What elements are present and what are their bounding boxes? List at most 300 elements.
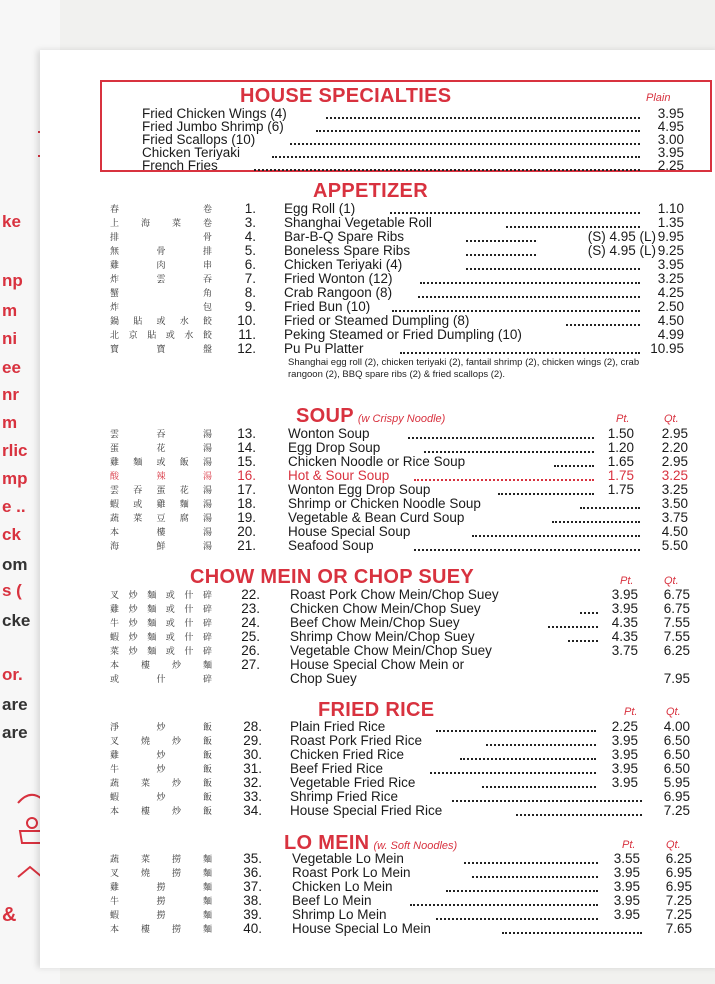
chinese-name: 本樓撈麵 [110, 924, 215, 934]
qt-column-label: Qt. [666, 839, 681, 851]
item-name: Chicken Chow Mein/Chop Suey [290, 601, 481, 616]
item-number: 9. [244, 299, 256, 314]
item-name: Peking Steamed or Fried Dumpling (10) [284, 327, 522, 342]
item-price: 10.95 [650, 341, 684, 356]
chinese-name: 雞炒麵或什碎 [110, 604, 215, 614]
leader-dots [498, 483, 594, 495]
item-name: Fried Chicken Wings (4) [142, 106, 287, 121]
item-name: House Special Fried Rice [290, 803, 443, 818]
item-number: 37. [243, 879, 262, 894]
item-number: 4. [244, 229, 256, 244]
item-name: Shrimp Fried Rice [290, 789, 399, 804]
item-number: 31. [243, 761, 262, 776]
item-name: Shrimp or Chicken Noodle Soup [288, 496, 481, 511]
pt-price: 1.50 [607, 426, 634, 441]
fried-rice-row [0, 790, 715, 804]
chinese-name: 牛炒麵或什碎 [110, 618, 215, 628]
item-name: Fried Bun (10) [284, 299, 371, 314]
chinese-name: 蛋花湯 [110, 443, 215, 453]
item-name: Fried Scallops (10) [142, 132, 256, 147]
pt-column-label: Pt. [620, 575, 634, 587]
appetizer-row [0, 216, 715, 230]
qt-price: 6.25 [665, 851, 692, 866]
leader-dots [408, 427, 594, 439]
fried-rice-row [0, 734, 715, 748]
item-name: Chicken Noodle or Rice Soup [288, 454, 466, 469]
item-name: Fried Wonton (12) [284, 271, 393, 286]
leader-dots [424, 441, 594, 453]
item-name: Vegetable & Bean Curd Soup [288, 510, 465, 525]
item-number: 6. [244, 257, 256, 272]
edge-fragment: m [2, 301, 18, 320]
chinese-name: 蝦炒飯 [110, 792, 215, 802]
fried-rice-row [0, 748, 715, 762]
leader-dots [420, 272, 640, 284]
item-name: Plain Fried Rice [290, 719, 386, 734]
edge-fragment: e .. [2, 497, 26, 516]
chinese-name: 蝦炒麵或什碎 [110, 632, 215, 642]
leader-dots [390, 202, 640, 214]
qt-price: 7.55 [663, 615, 690, 630]
item-name: Egg Drop Soup [288, 440, 381, 455]
item-name: Chicken Lo Mein [292, 879, 393, 894]
item-price: 4.95 [657, 119, 684, 134]
item-name: Hot & Sour Soup [288, 468, 390, 483]
specialty-row [0, 107, 715, 121]
edge-fragment: m [2, 413, 18, 432]
qt-price: 7.55 [663, 629, 690, 644]
item-name: Vegetable Lo Mein [292, 851, 404, 866]
item-price: 4.25 [657, 285, 684, 300]
leader-dots [472, 525, 640, 537]
item-number: 36. [243, 865, 262, 880]
chinese-name: 本樓炒麵 [110, 660, 215, 670]
specialty-row [0, 133, 715, 147]
pt-price: 3.95 [611, 601, 638, 616]
leader-dots [566, 314, 640, 326]
qt-price: 2.95 [661, 426, 688, 441]
item-price: 9.95 [657, 229, 684, 244]
lo-mein-subtitle: (w. Soft Noodles) [373, 840, 458, 852]
fried-rice-row [0, 804, 715, 818]
chinese-name: 叉燒撈麵 [110, 868, 215, 878]
pt-price: 3.95 [613, 893, 640, 908]
item-number: 32. [243, 775, 262, 790]
item-name: Roast Pork Lo Mein [292, 865, 411, 880]
qt-price: 6.95 [663, 789, 690, 804]
item-name: Pu Pu Platter [284, 341, 364, 356]
item-number: 17. [237, 482, 256, 497]
item-name: Chicken Fried Rice [290, 747, 405, 762]
qt-price: 7.25 [665, 893, 692, 908]
qt-price: 6.75 [663, 587, 690, 602]
soup-row [0, 469, 715, 483]
appetizer-row [0, 244, 715, 258]
item-number: 22. [241, 587, 260, 602]
edge-fragment: s ( [2, 581, 22, 600]
pt-price: 3.95 [611, 733, 638, 748]
item-price: 2.25 [657, 158, 684, 173]
item-number: 12. [237, 341, 256, 356]
leader-dots [552, 511, 640, 523]
pt-price: 3.55 [613, 851, 640, 866]
chinese-name: 炸 包 [110, 302, 215, 312]
item-number: 15. [237, 454, 256, 469]
qt-price: 7.95 [663, 671, 690, 686]
lo-mein-title-text: LO MEIN [284, 832, 370, 854]
soup-title-text: SOUP [296, 405, 354, 427]
item-name: Wonton Soup [288, 426, 370, 441]
qt-price: 2.95 [661, 454, 688, 469]
chow-mein-row [0, 658, 715, 672]
qt-price: 6.75 [663, 601, 690, 616]
item-name: House Special Chow Mein or [290, 657, 465, 672]
leader-dots [506, 216, 640, 228]
leader-dots [466, 258, 640, 270]
item-number: 10. [237, 313, 256, 328]
item-number: 35. [243, 851, 262, 866]
edge-fragment: are [2, 695, 28, 714]
appetizer-row [0, 342, 715, 356]
fried-rice-title: FRIED RICE [318, 699, 435, 721]
item-name: Fried or Steamed Dumpling (8) [284, 313, 470, 328]
chinese-name: 上海菜卷 [110, 218, 215, 228]
qt-price: 3.75 [661, 510, 688, 525]
item-name: Vegetable Fried Rice [290, 775, 416, 790]
leader-dots [482, 776, 596, 788]
fried-rice-row [0, 762, 715, 776]
soup-row [0, 427, 715, 441]
item-name: Roast Pork Fried Rice [290, 733, 423, 748]
item-number: 1. [244, 201, 256, 216]
pt-price: 4.35 [611, 615, 638, 630]
chow-mein-row [0, 588, 715, 602]
chow-mein-row [0, 616, 715, 630]
item-name: Seafood Soup [288, 538, 374, 553]
pt-price: 1.20 [607, 440, 634, 455]
item-price: 9.25 [657, 243, 684, 258]
chinese-name: 牛炒飯 [110, 764, 215, 774]
item-name: Crab Rangoon (8) [284, 285, 393, 300]
leader-dots [460, 748, 596, 760]
appetizer-row [0, 230, 715, 244]
chinese-name: 蔬菜炒飯 [110, 778, 215, 788]
leader-dots [516, 804, 642, 816]
qt-price: 4.50 [661, 524, 688, 539]
qt-price: 5.50 [661, 538, 688, 553]
soup-row [0, 441, 715, 455]
qt-price: 6.95 [665, 865, 692, 880]
chow-mein-row [0, 644, 715, 658]
edge-fragment: np [2, 271, 23, 290]
item-number: 16. [237, 468, 256, 483]
item-name: Roast Pork Chow Mein/Chop Suey [290, 587, 499, 602]
lo-mein-row [0, 908, 715, 922]
chinese-name: 蔬菜豆腐湯 [110, 513, 215, 523]
appetizer-row [0, 272, 715, 286]
item-price: 1.35 [657, 215, 684, 230]
item-price: 3.95 [657, 257, 684, 272]
chow-mein-title: CHOW MEIN OR CHOP SUEY [190, 566, 475, 588]
appetizer-row [0, 202, 715, 216]
leader-dots [326, 107, 640, 119]
soup-row [0, 497, 715, 511]
chow-mein-row [0, 602, 715, 616]
plain-column-label: Plain [646, 92, 671, 104]
edge-fragment: om [2, 555, 28, 574]
qt-price: 4.00 [663, 719, 690, 734]
item-name: Wonton Egg Drop Soup [288, 482, 431, 497]
leader-dots [254, 159, 640, 171]
item-name: Chicken Teriyaki [142, 145, 241, 160]
item-number: 13. [237, 426, 256, 441]
item-number: 33. [243, 789, 262, 804]
soup-row [0, 539, 715, 553]
fried-rice-row [0, 776, 715, 790]
item-name: French Fries [142, 158, 218, 173]
leader-dots [554, 455, 594, 467]
item-number: 14. [237, 440, 256, 455]
item-number: 25. [241, 629, 260, 644]
qt-price: 6.50 [663, 747, 690, 762]
item-name: Vegetable Chow Mein/Chop Suey [290, 643, 492, 658]
item-name: Chop Suey [290, 671, 357, 686]
pt-column-label: Pt. [622, 839, 636, 851]
item-number: 18. [237, 496, 256, 511]
chinese-name: 雲吞湯 [110, 429, 215, 439]
qt-price: 7.25 [663, 803, 690, 818]
item-number: 27. [241, 657, 260, 672]
leader-dots [466, 230, 536, 242]
leader-dots [290, 133, 640, 145]
qt-column-label: Qt. [664, 413, 679, 425]
pt-price: 3.95 [611, 775, 638, 790]
soup-row [0, 483, 715, 497]
item-number: 21. [237, 538, 256, 553]
chinese-name: 寶寶盤 [110, 344, 215, 354]
lo-mein-row [0, 880, 715, 894]
chinese-name: 蟹 角 [110, 288, 215, 298]
item-number: 40. [243, 921, 262, 936]
edge-fragment: ke [2, 212, 21, 231]
item-number: 34. [243, 803, 262, 818]
item-number: 5. [244, 243, 256, 258]
chinese-name: 菜炒麵或什碎 [110, 646, 215, 656]
item-number: 11. [238, 327, 256, 342]
size-prices: (S) 4.95 (L) [587, 229, 656, 244]
item-name: Shanghai Vegetable Roll [284, 215, 432, 230]
qt-price: 2.20 [661, 440, 688, 455]
leader-dots [502, 922, 642, 934]
item-number: 19. [237, 510, 256, 525]
leader-dots [436, 908, 598, 920]
leader-dots [580, 497, 640, 509]
item-name: House Special Soup [288, 524, 411, 539]
item-price: 4.99 [657, 327, 684, 342]
edge-fragment: rlic [2, 441, 28, 460]
qt-price: 3.25 [661, 468, 688, 483]
chinese-name: 海鮮湯 [110, 541, 215, 551]
appetizer-row [0, 286, 715, 300]
edge-fragment: ni [2, 329, 18, 348]
soup-row [0, 525, 715, 539]
item-number: 8. [244, 285, 256, 300]
item-name: Beef Fried Rice [290, 761, 384, 776]
pt-price: 3.95 [611, 761, 638, 776]
pt-price: 3.95 [611, 747, 638, 762]
lo-mein-row [0, 922, 715, 936]
appetizer-title: APPETIZER [313, 180, 428, 202]
chinese-name: 蝦或雞麵湯 [110, 499, 215, 509]
chinese-name: 雞撈麵 [110, 882, 215, 892]
qt-price: 7.65 [665, 921, 692, 936]
leader-dots [400, 342, 640, 354]
item-price: 3.25 [657, 271, 684, 286]
soup-row [0, 511, 715, 525]
chinese-name: 雲吞蛋花湯 [110, 485, 215, 495]
leader-dots [472, 866, 598, 878]
pt-price: 1.75 [607, 468, 634, 483]
qt-price: 6.50 [663, 761, 690, 776]
leader-dots [446, 880, 598, 892]
item-name: Beef Lo Mein [292, 893, 372, 908]
edge-fragment: cke [2, 611, 31, 630]
item-name: Chicken Teriyaki (4) [284, 257, 403, 272]
item-number: 23. [241, 601, 260, 616]
leader-dots [414, 469, 594, 481]
chinese-name: 雞麵或飯湯 [110, 457, 215, 467]
item-number: 29. [243, 733, 262, 748]
chinese-name: 淨炒飯 [110, 722, 215, 732]
qt-price: 6.95 [665, 879, 692, 894]
specialty-row [0, 120, 715, 134]
platter-description: Shanghai egg roll (2), chicken teriyaki (2), fantail shrimp (2), chicken wings (2), crab rangoon (2), BBQ spare ribs (2) & fried scallops (2). [288, 357, 640, 380]
fried-rice-row [0, 720, 715, 734]
item-name: Shrimp Lo Mein [292, 907, 387, 922]
appetizer-row [0, 258, 715, 272]
qt-price: 7.25 [665, 907, 692, 922]
chow-mein-row [0, 630, 715, 644]
item-number: 24. [241, 615, 260, 630]
leader-dots [272, 146, 640, 158]
pt-price: 2.25 [611, 719, 638, 734]
item-number: 7. [244, 271, 256, 286]
item-number: 28. [243, 719, 262, 734]
chinese-name: 春 卷 [110, 204, 215, 214]
chinese-name: 排 骨 [110, 232, 215, 242]
item-price: 3.00 [657, 132, 684, 147]
chinese-name: 本樓湯 [110, 527, 215, 537]
leader-dots [452, 790, 642, 802]
pt-price: 3.95 [613, 907, 640, 922]
chinese-name: 鍋貼或水餃 [110, 316, 215, 326]
soup-title [296, 405, 445, 428]
qt-column-label: Qt. [666, 706, 681, 718]
pt-column-label: Pt. [624, 706, 638, 718]
item-price: 1.10 [657, 201, 684, 216]
chinese-name: 北京貼或水餃 [110, 330, 215, 340]
chinese-name: 雞肉串 [110, 260, 215, 270]
chinese-name: 蔬菜撈麵 [110, 854, 215, 864]
house-specialties-title: HOUSE SPECIALTIES [240, 85, 452, 107]
appetizer-row [0, 328, 715, 342]
leader-dots [548, 616, 598, 628]
edge-fragment: ck [2, 525, 21, 544]
item-number: 38. [243, 893, 262, 908]
qt-price: 3.50 [661, 496, 688, 511]
chinese-name: 牛撈麵 [110, 896, 215, 906]
item-name: Egg Roll (1) [284, 201, 356, 216]
qt-price: 3.25 [661, 482, 688, 497]
leader-dots [486, 734, 596, 746]
chinese-name: 叉炒麵或什碎 [110, 590, 215, 600]
item-number: 26. [241, 643, 260, 658]
item-name: Shrimp Chow Mein/Chop Suey [290, 629, 475, 644]
chinese-name: 本樓炒飯 [110, 806, 215, 816]
specialty-row [0, 159, 715, 173]
pt-column-label: Pt. [616, 413, 630, 425]
chinese-name: 或什碎 [110, 674, 215, 684]
item-price: 3.95 [657, 106, 684, 121]
edge-fragment: ee [2, 358, 21, 377]
chinese-name: 雞炒飯 [110, 750, 215, 760]
specialty-row [0, 146, 715, 160]
chinese-name: 叉燒炒飯 [110, 736, 215, 746]
pt-price: 3.75 [611, 643, 638, 658]
lo-mein-row [0, 894, 715, 908]
edge-fragment: nr [2, 385, 19, 404]
chinese-name: 酸辣湯 [110, 471, 215, 481]
qt-column-label: Qt. [664, 575, 679, 587]
item-name: Fried Jumbo Shrimp (6) [142, 119, 284, 134]
leader-dots [392, 300, 640, 312]
item-name: Bar-B-Q Spare Ribs [284, 229, 405, 244]
leader-dots [316, 120, 640, 132]
leader-dots [414, 539, 640, 551]
edge-fragment: mp [2, 469, 28, 488]
pt-price: 4.35 [611, 629, 638, 644]
pt-price: 3.95 [613, 879, 640, 894]
leader-dots [418, 286, 640, 298]
chinese-name: 蝦撈麵 [110, 910, 215, 920]
item-price: 3.95 [657, 145, 684, 160]
size-prices: (S) 4.95 (L) [587, 243, 656, 258]
qt-price: 5.95 [663, 775, 690, 790]
leader-dots [430, 762, 596, 774]
pt-price: 1.65 [607, 454, 634, 469]
leader-dots [436, 720, 596, 732]
appetizer-row [0, 300, 715, 314]
item-number: 20. [237, 524, 256, 539]
chinese-name: 炸雲吞 [110, 274, 215, 284]
leader-dots [410, 894, 598, 906]
chow-mein-row-continued [0, 672, 715, 686]
pt-price: 3.95 [613, 865, 640, 880]
item-price: 4.50 [657, 313, 684, 328]
item-number: 39. [243, 907, 262, 922]
lo-mein-row [0, 866, 715, 880]
soup-subtitle: (w Crispy Noodle) [357, 413, 446, 425]
leader-dots [464, 852, 598, 864]
edge-fragment: are [2, 723, 28, 742]
qt-price: 6.50 [663, 733, 690, 748]
qt-price: 6.25 [663, 643, 690, 658]
chinese-name: 無骨排 [110, 246, 215, 256]
leader-dots [466, 244, 536, 256]
soup-row [0, 455, 715, 469]
lo-mein-row [0, 852, 715, 866]
item-name: Beef Chow Mein/Chop Suey [290, 615, 460, 630]
